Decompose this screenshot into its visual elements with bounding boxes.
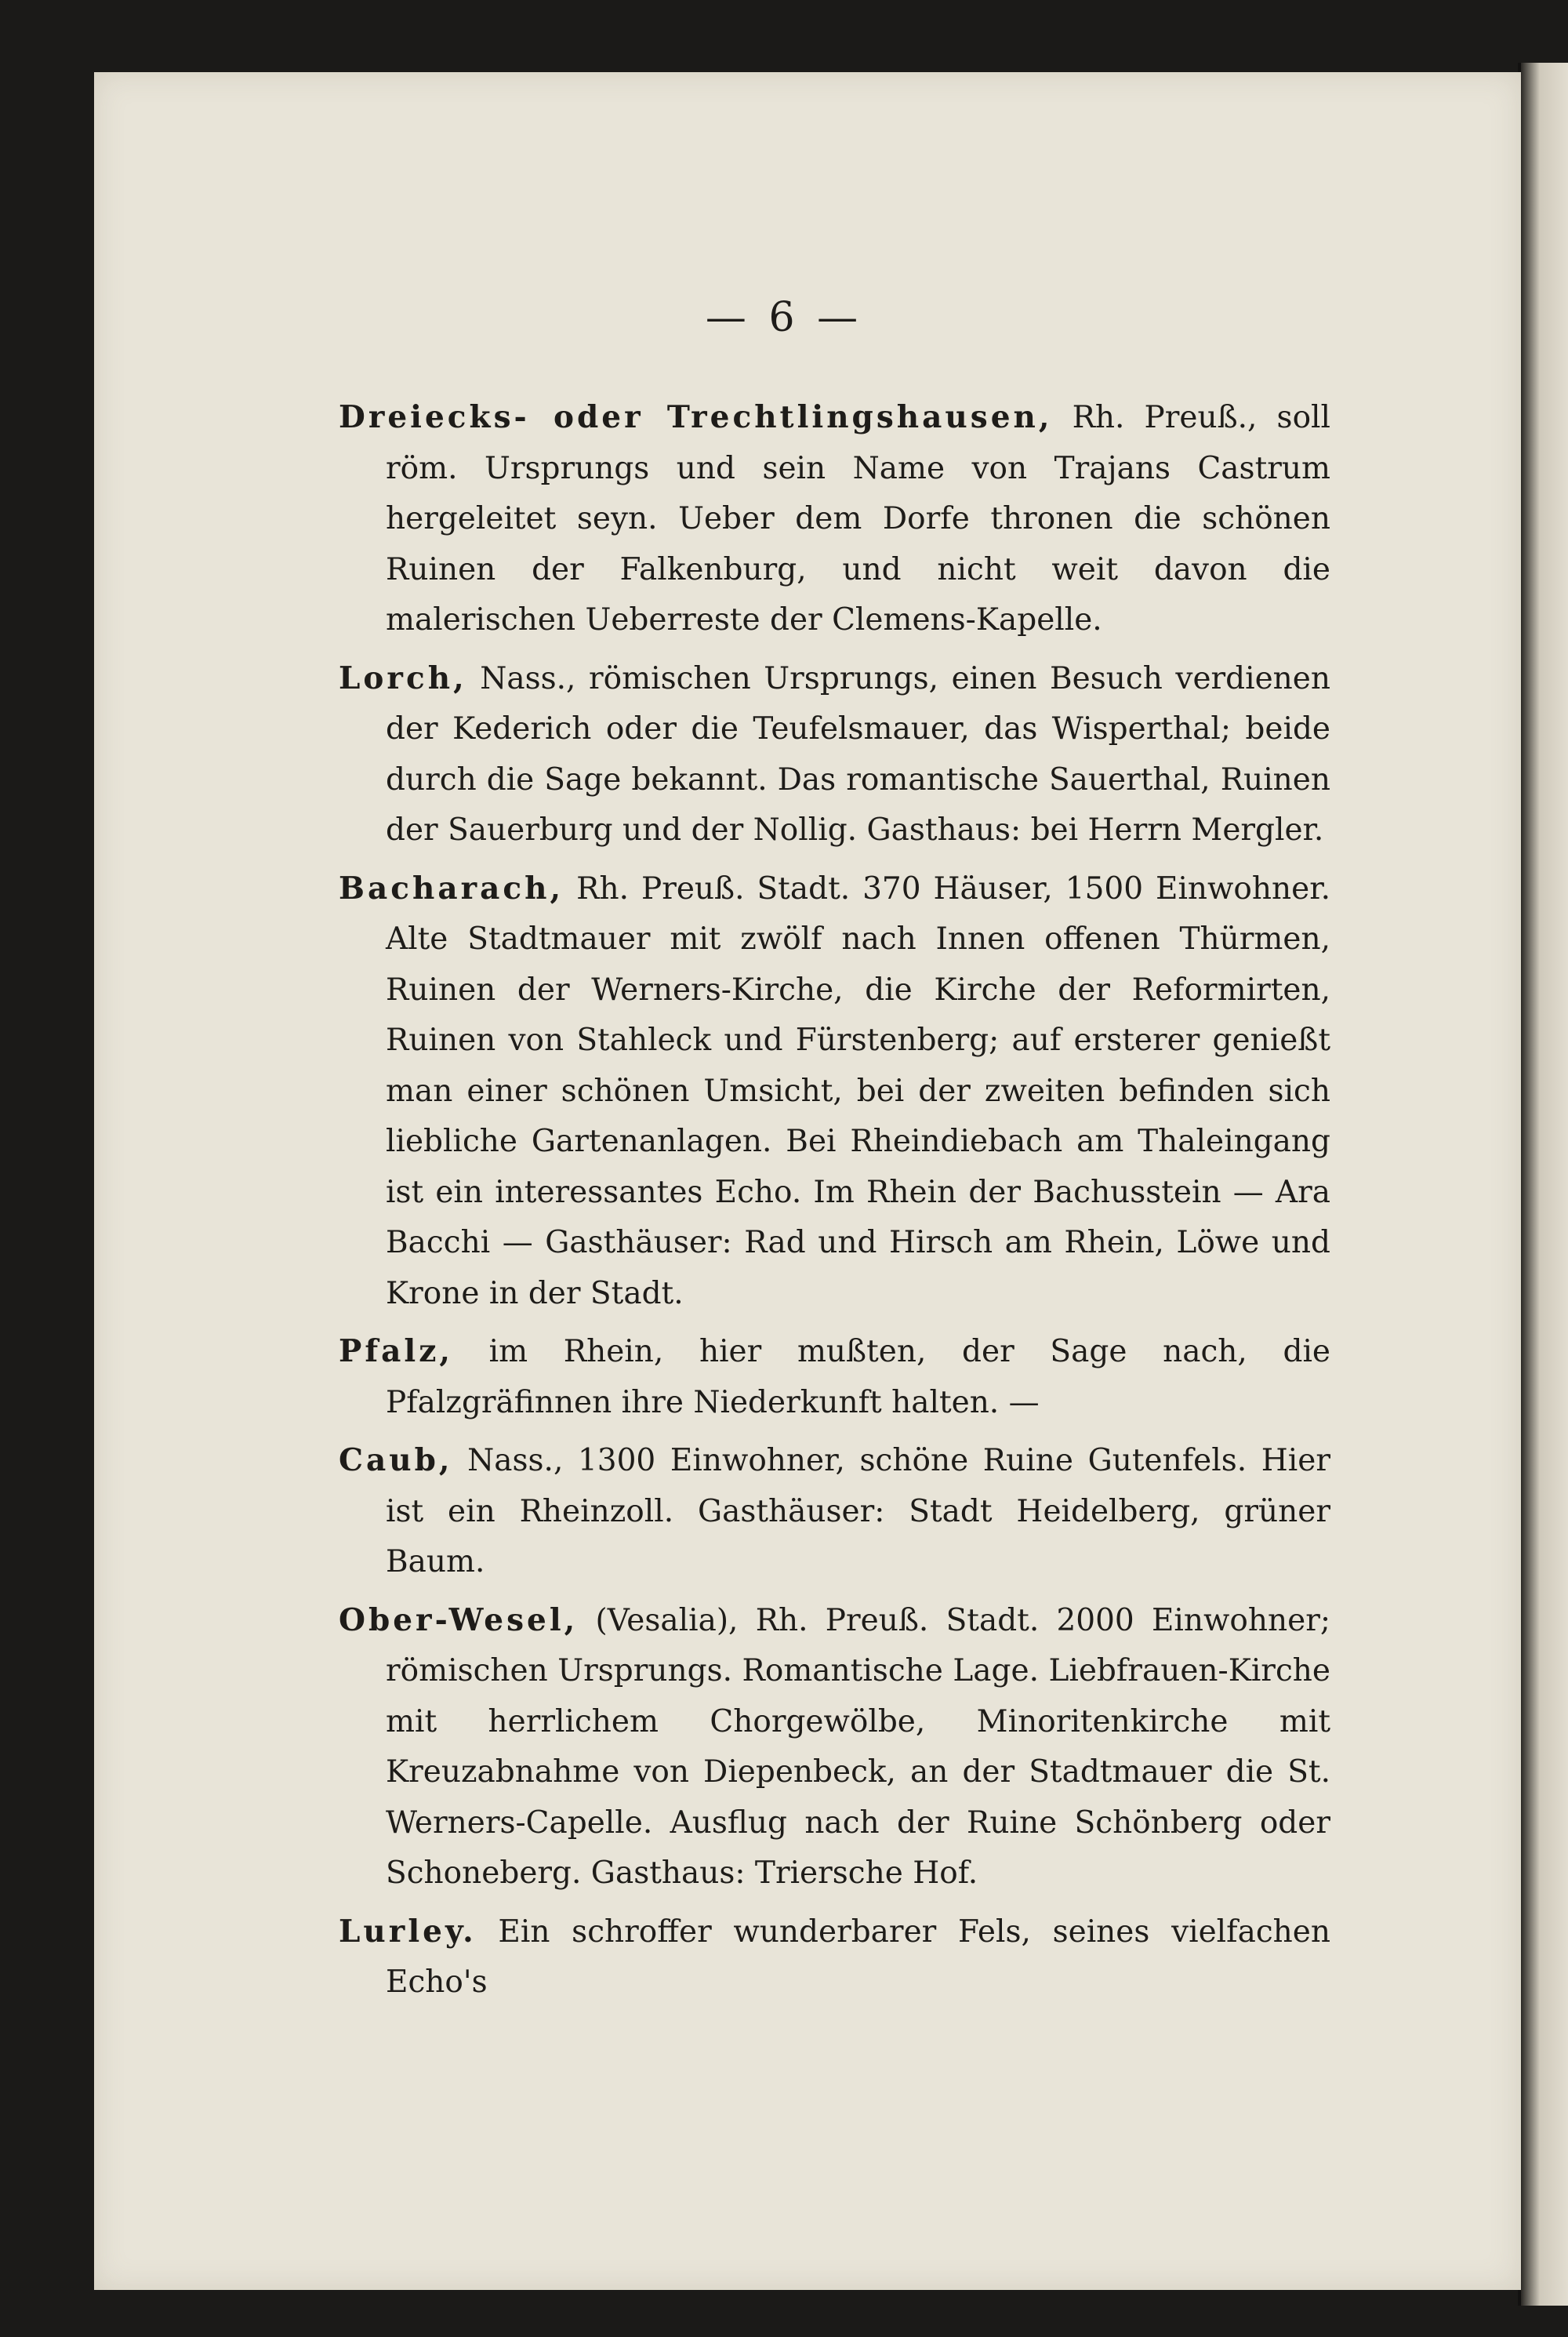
place-name: Ober-Wesel, xyxy=(339,1601,579,1638)
entry-text: Rh. Preuß. Stadt. 370 Häuser, 1500 Einwohner. Alte Stadtmauer mit zwölf nach Innen offenen Thürmen, Ruinen der Werners-Kirche, die Kirche der Reformirten, Ruinen von Stahleck und Fürstenberg; auf ersterer genießt man einer schönen Umsicht, bei der zweiten befinden sich liebliche Gartenanlagen. Bei Rheindiebach am Thaleingang ist ein interessantes Echo. Im Rhein der Bachusstein — Ara Bacchi — Gasthäuser: Rad und Hirsch am Rhein, Löwe und Krone in der Stadt. xyxy=(386,870,1330,1311)
entry-text: (Vesalia), Rh. Preuß. Stadt. 2000 Einwohner; römischen Ursprungs. Romantische Lage. Liebfrauen-Kirche mit herrlichem Chorgewölbe, Minoritenkirche mit Kreuzabnahme von Diepenbeck, an der Stadtmauer die St. Werners-Capelle. Ausflug nach der Ruine Schönberg oder Schoneberg. Gasthaus: Triersche Hof. xyxy=(386,1602,1330,1891)
entry-text: im Rhein, hier mußten, der Sage nach, die Pfalzgräfinnen ihre Niederkunft halten. — xyxy=(386,1334,1330,1420)
entry-text: Rh. Preuß., soll röm. Ursprungs und sein Name von Trajans Castrum hergeleitet seyn. Ueber dem Dorfe thronen die schönen Ruinen der Falkenburg, und nicht weit davon die malerischen Ueberreste der Clemens-Kapelle. xyxy=(386,400,1330,638)
entry-text: Ein schroffer wunderbarer Fels, seines vielfachen Echo's xyxy=(386,1914,1330,2000)
entry-lurley xyxy=(339,1906,1330,2008)
place-name: Bacharach, xyxy=(339,870,564,907)
place-name: Dreiecks- oder Trechtlingshausen, xyxy=(339,399,1053,435)
place-name: Lurley. xyxy=(339,1913,477,1950)
entry-text: Nass., 1300 Einwohner, schöne Ruine Gutenfels. Hier ist ein Rheinzoll. Gasthäuser: Stadt Heidelberg, grüner Baum. xyxy=(386,1443,1330,1579)
entry-pfalz xyxy=(339,1326,1330,1428)
place-name: Caub, xyxy=(339,1442,453,1478)
place-name: Lorch, xyxy=(339,660,467,696)
gazetteer-text xyxy=(339,392,1330,2015)
entry-ober-wesel xyxy=(339,1595,1330,1899)
entry-caub xyxy=(339,1435,1330,1588)
entry-text: Nass., römischen Ursprungs, einen Besuch verdienen der Kederich oder die Teufelsmauer, das Wisperthal; beide durch die Sage bekannt. Das romantische Sauerthal, Ruinen der Sauerburg und der Nollig. Gasthaus: bei Herrn Mergler. xyxy=(386,660,1330,848)
entry-dreiecks xyxy=(339,392,1330,646)
entry-lorch xyxy=(339,653,1330,856)
page-number: — 6 — xyxy=(705,294,863,341)
place-name: Pfalz, xyxy=(339,1333,453,1369)
next-page-edge xyxy=(1521,63,1568,2306)
entry-bacharach xyxy=(339,863,1330,1320)
